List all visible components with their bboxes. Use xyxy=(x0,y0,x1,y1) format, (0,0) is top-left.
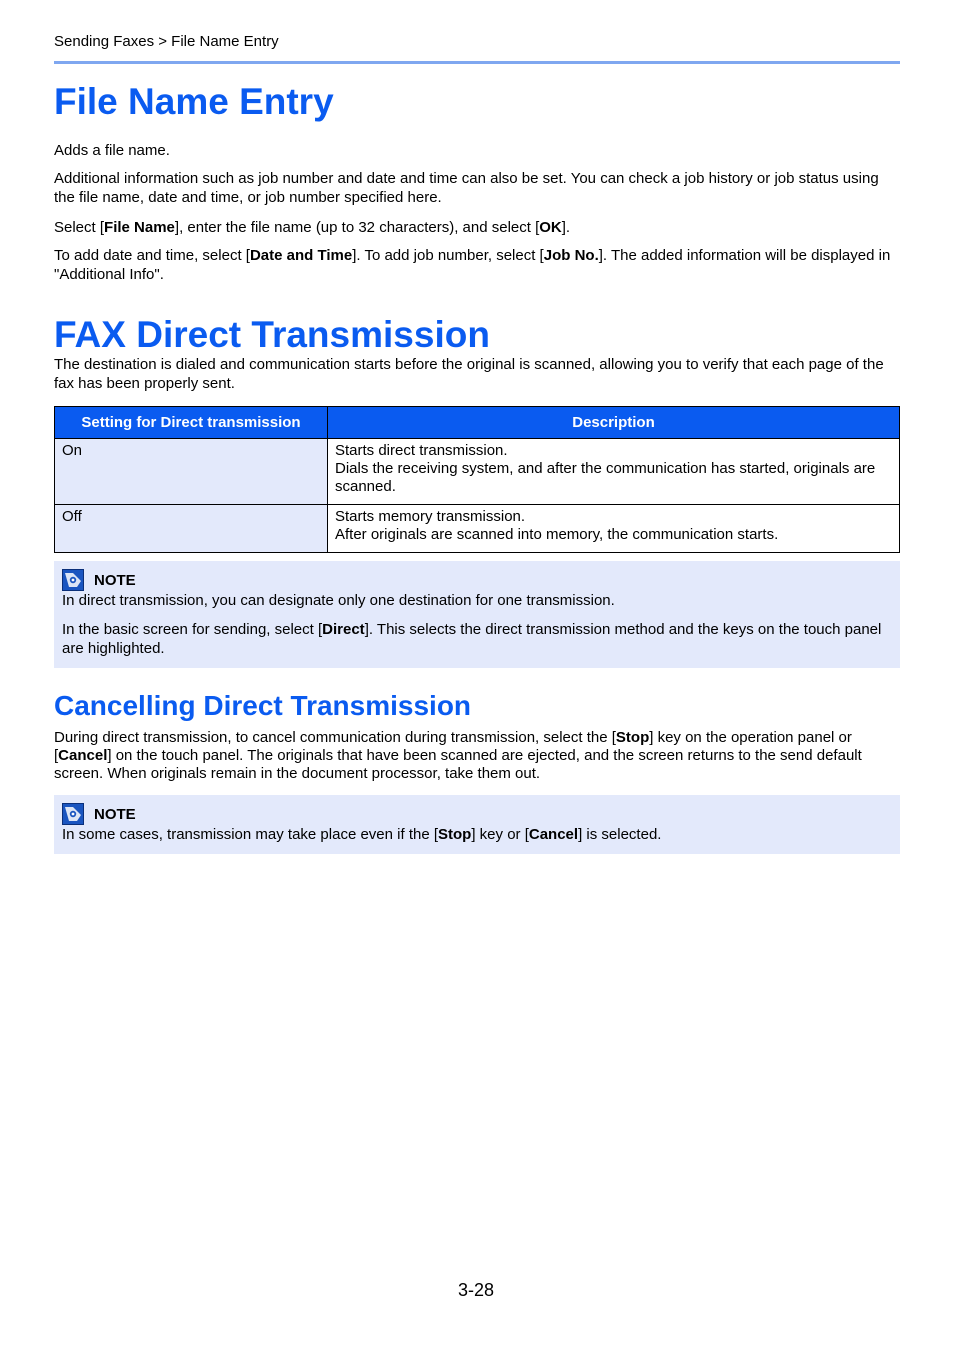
note-text: In the basic screen for sending, select [Direct]. This selects the direct transmission method and the keys on the touch panel are highlighted. xyxy=(62,621,882,657)
note-title: NOTE xyxy=(94,805,136,823)
table-header-row xyxy=(55,407,900,439)
table-cell-setting: On xyxy=(55,439,328,505)
page-number: 3-28 xyxy=(458,1280,495,1300)
note-box-cancel xyxy=(54,795,900,854)
paragraph-cancelling: During direct transmission, to cancel communication during transmission, select the [Stop] key on the operation panel or [Cancel] on the touch panel. The originals that have been scanned are ejected, and the screen returns to the send default screen. When originals remain in the document processor, take them out. xyxy=(54,729,862,782)
note-header xyxy=(62,569,892,591)
table-cell-description: Starts memory transmission. After originals are scanned into memory, the communication starts. xyxy=(328,505,900,553)
paragraph-fax-direct-intro: The destination is dialed and communication starts before the original is scanned, allowing you to verify that each page of the fax has been properly sent. xyxy=(54,356,884,392)
table-header-description: Description xyxy=(328,407,900,439)
direct-transmission-table xyxy=(54,406,900,553)
section-title-file-name-entry: File Name Entry xyxy=(54,81,334,122)
note-box-direct xyxy=(54,561,900,668)
note-icon xyxy=(62,569,84,591)
paragraph-additional-info: Additional information such as job number and date and time can also be set. You can check a job history or job status using the file name, date and time, or job number specified here. xyxy=(54,170,879,206)
note-text: In some cases, transmission may take place even if the [Stop] key or [Cancel] is selected. xyxy=(62,826,662,843)
section-title-fax-direct: FAX Direct Transmission xyxy=(54,314,490,355)
paragraph-date-time: To add date and time, select [Date and Time]. To add job number, select [Job No.]. The added information will be displayed in "Additional Info". xyxy=(54,247,891,283)
breadcrumb: Sending Faxes > File Name Entry xyxy=(54,33,279,50)
table-header-setting: Setting for Direct transmission xyxy=(55,407,328,439)
note-title: NOTE xyxy=(94,571,136,589)
note-header xyxy=(62,803,892,825)
paragraph-select-file-name: Select [File Name], enter the file name (up to 32 characters), and select [OK]. xyxy=(54,219,571,236)
table-cell-description: Starts direct transmission. Dials the receiving system, and after the communication has started, originals are scanned. xyxy=(328,439,900,505)
table-row xyxy=(55,439,900,505)
header-rule xyxy=(54,61,900,64)
table-cell-setting: Off xyxy=(55,505,328,553)
section-title-cancelling: Cancelling Direct Transmission xyxy=(54,690,472,721)
table-row xyxy=(55,505,900,553)
paragraph-adds: Adds a file name. xyxy=(54,142,170,159)
note-text: In direct transmission, you can designate only one destination for one transmission. xyxy=(62,592,615,609)
note-icon xyxy=(62,803,84,825)
